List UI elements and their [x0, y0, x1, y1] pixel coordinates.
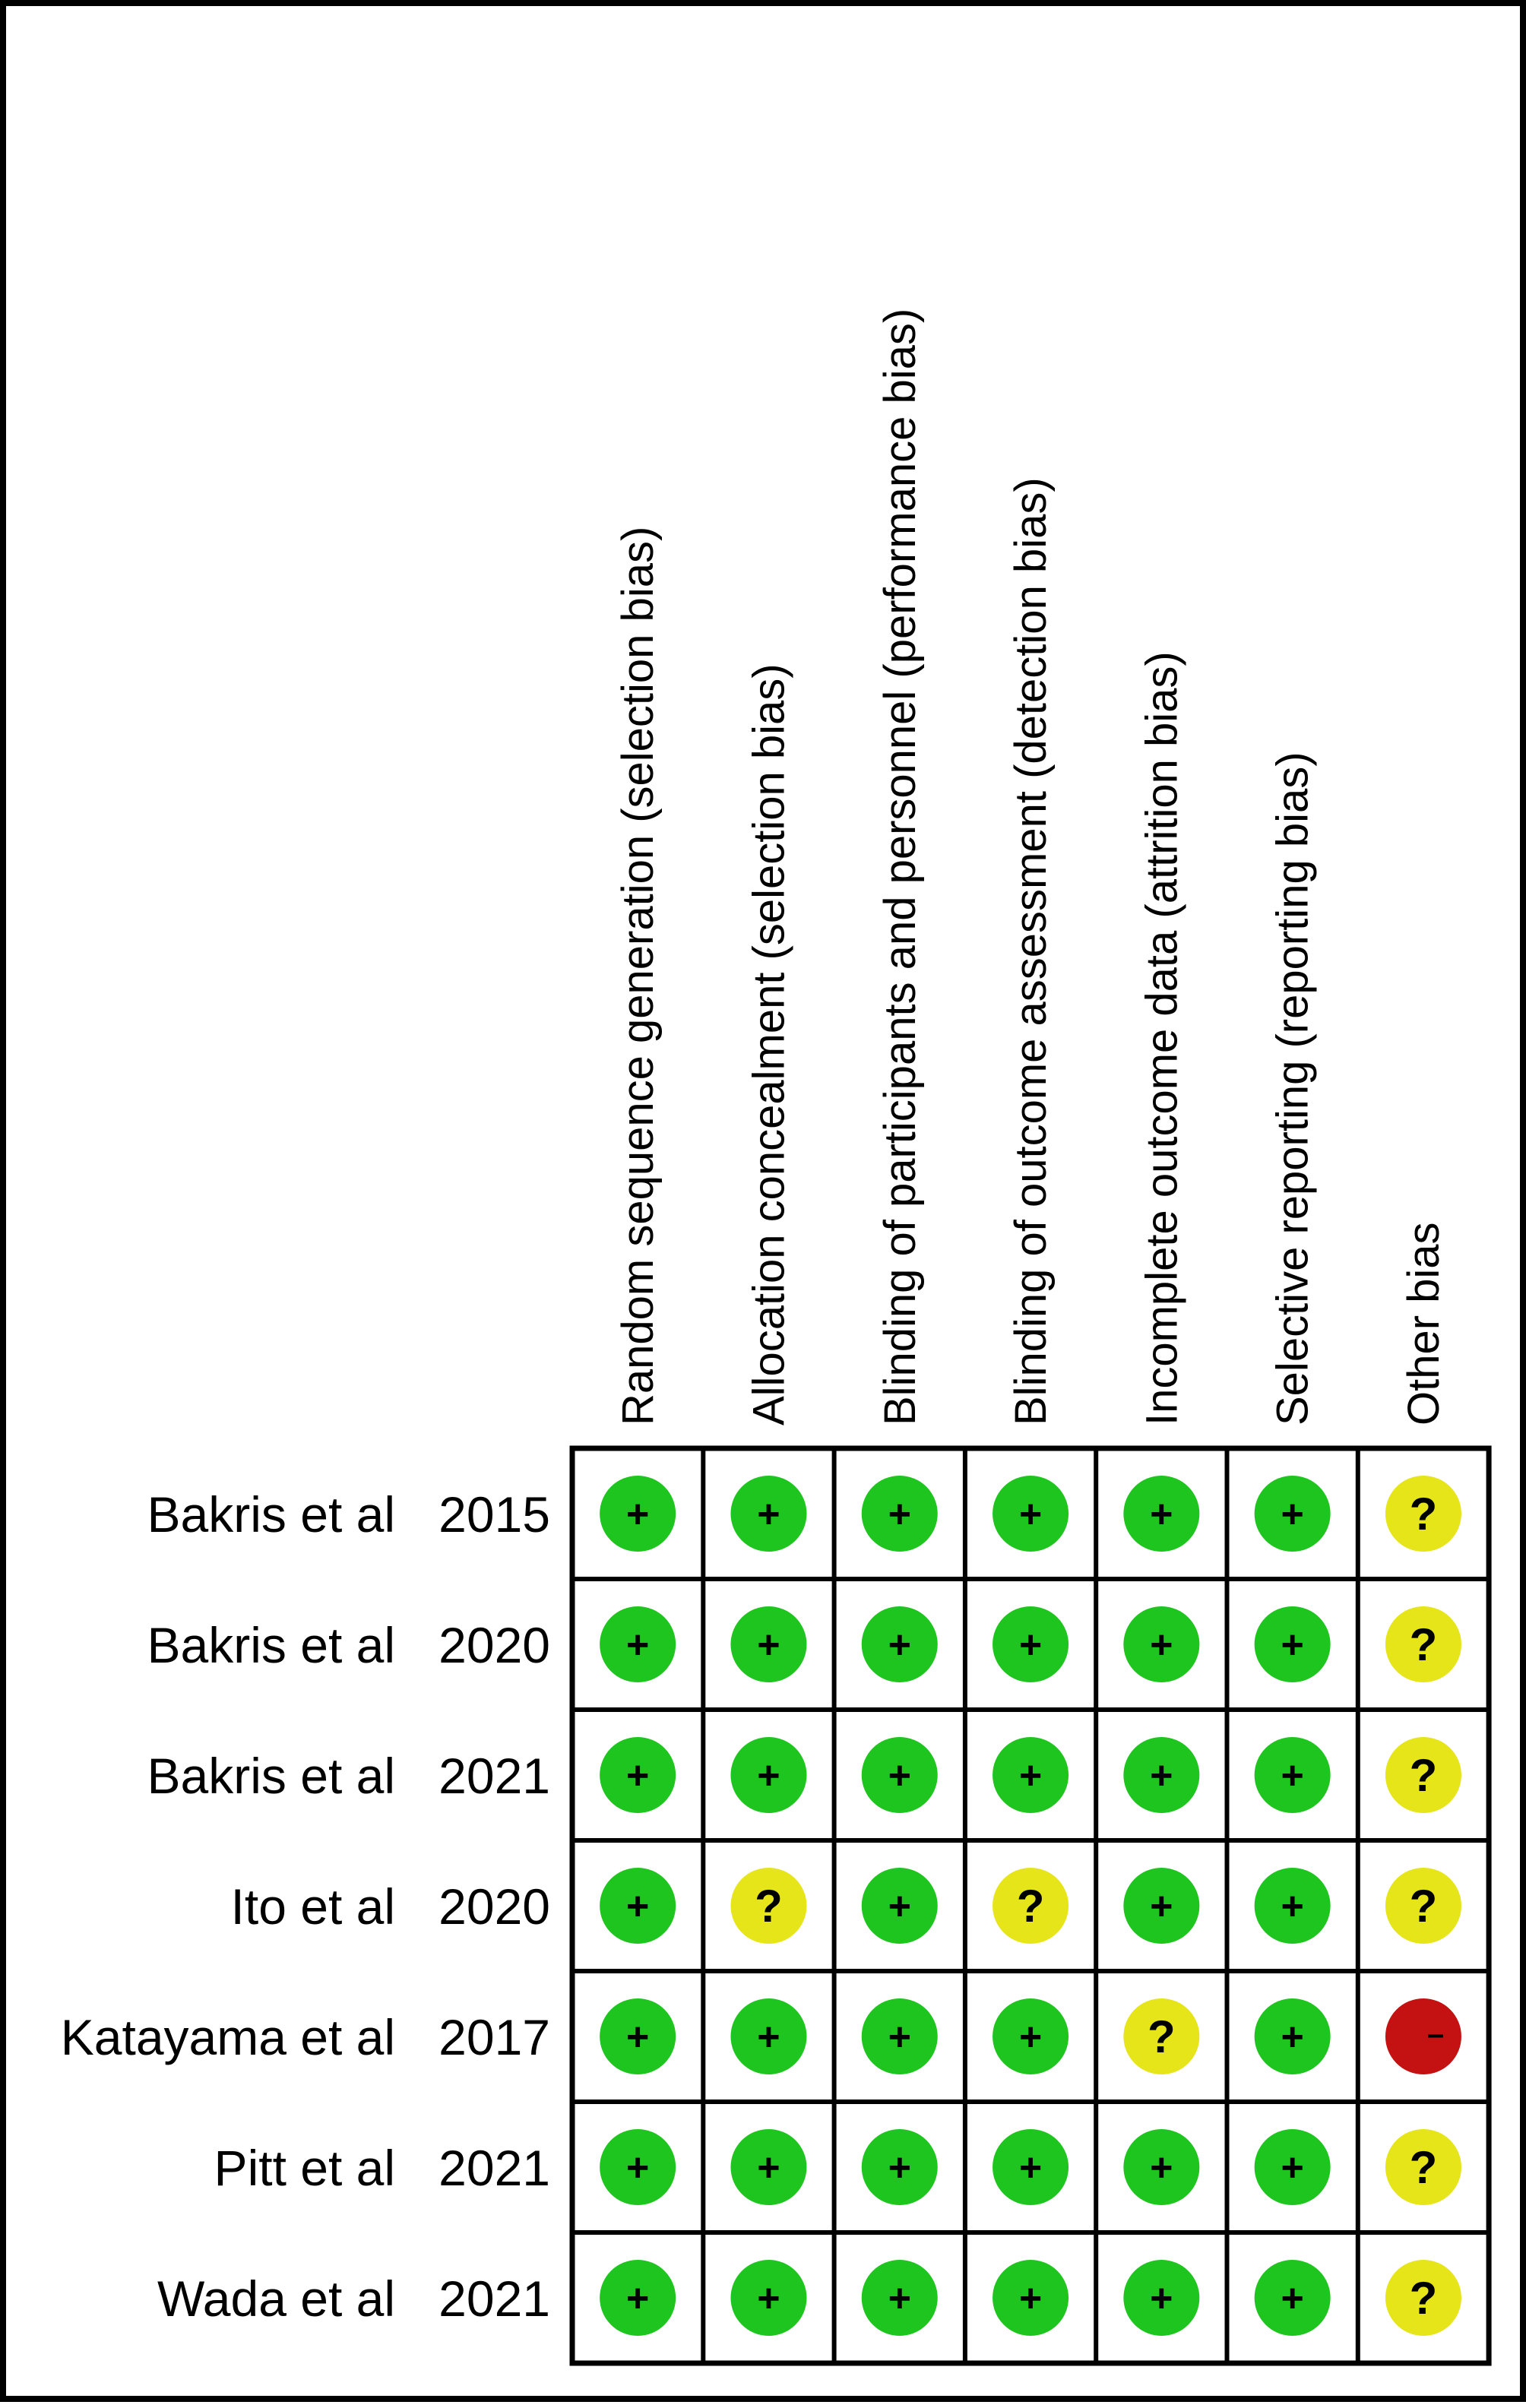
rating-marks: [600, 1476, 1461, 2336]
rating-low-mark: [1255, 1476, 1331, 1552]
study-author-label: Katayama et al: [60, 2009, 395, 2065]
rating-symbol: +: [1018, 2146, 1043, 2190]
rating-low-mark: [600, 1868, 676, 1944]
rating-symbol: +: [888, 1884, 911, 1929]
study-labels: [61, 1486, 550, 2327]
rating-low-mark: [600, 2129, 676, 2205]
risk-of-bias-summary-chart: [6, 6, 1526, 2408]
domain-label: Incomplete outcome data (attrition bias): [1137, 651, 1187, 1425]
domain-label: Allocation concealment (selection bias): [744, 663, 794, 1425]
rating-symbol: +: [1150, 1884, 1173, 1929]
rating-symbol: +: [757, 1623, 780, 1667]
rating-circle: [1385, 1998, 1461, 2074]
rating-symbol: +: [888, 2277, 911, 2321]
rating-low-mark: [993, 1606, 1069, 1682]
rating-low-mark: [600, 1998, 676, 2074]
rating-symbol: +: [757, 1754, 780, 1798]
rating-symbol: +: [1281, 1884, 1304, 1929]
study-year-label: 2020: [438, 1878, 550, 1935]
rating-unclear-mark: [730, 1868, 806, 1944]
rating-low-mark: [862, 1998, 938, 2074]
rating-low-mark: [1255, 1998, 1331, 2074]
rating-unclear-mark: [1385, 1737, 1461, 1813]
study-year-label: 2021: [438, 1748, 550, 1804]
rating-symbol: +: [888, 1492, 911, 1536]
rating-unclear-mark: [1385, 1868, 1461, 1944]
rating-symbol: +: [1018, 1623, 1043, 1667]
rating-symbol: +: [888, 2015, 911, 2059]
rating-symbol: ?: [1148, 2011, 1176, 2062]
rating-high-mark: [1385, 1998, 1461, 2074]
rating-symbol: +: [1018, 2015, 1043, 2059]
rating-symbol: ?: [755, 1881, 783, 1932]
rating-symbol: ?: [1409, 1489, 1438, 1539]
rating-symbol: –: [1426, 2017, 1445, 2051]
study-author-label: Ito et al: [230, 1878, 395, 1935]
rating-symbol: +: [625, 1623, 650, 1667]
rating-low-mark: [1123, 1476, 1199, 1552]
rating-symbol: +: [888, 2146, 911, 2190]
rating-symbol: +: [1281, 1623, 1304, 1667]
rating-symbol: +: [757, 2146, 780, 2190]
study-year-label: 2015: [438, 1486, 550, 1543]
domain-label: Blinding of participants and personnel (performance bias): [875, 308, 925, 1425]
rating-low-mark: [600, 1737, 676, 1813]
study-year-label: 2021: [438, 2270, 550, 2327]
rating-symbol: +: [1150, 1623, 1173, 1667]
rating-unclear-mark: [1385, 2129, 1461, 2205]
rating-symbol: +: [888, 1623, 911, 1667]
study-author-label: Bakris et al: [147, 1748, 395, 1804]
study-author-label: Bakris et al: [147, 1617, 395, 1673]
rating-symbol: ?: [1409, 1750, 1438, 1801]
rating-low-mark: [993, 2260, 1069, 2336]
domain-label: Random sequence generation (selection bias): [613, 526, 663, 1425]
rating-symbol: +: [757, 1492, 780, 1536]
rating-symbol: +: [1018, 1754, 1043, 1798]
rating-symbol: ?: [1409, 1619, 1438, 1670]
rating-symbol: +: [1281, 2277, 1304, 2321]
rating-unclear-mark: [1123, 1998, 1199, 2074]
rating-symbol: +: [1150, 1492, 1173, 1536]
study-year-label: 2021: [438, 2140, 550, 2196]
rating-symbol: +: [625, 2277, 650, 2321]
rating-symbol: +: [1018, 1492, 1043, 1536]
rating-low-mark: [600, 2260, 676, 2336]
rating-low-mark: [993, 1737, 1069, 1813]
rating-symbol: ?: [1409, 2142, 1438, 2193]
domain-label: Other bias: [1398, 1222, 1448, 1425]
rating-unclear-mark: [1385, 1476, 1461, 1552]
rating-low-mark: [993, 2129, 1069, 2205]
rating-symbol: +: [1018, 2277, 1043, 2321]
rating-symbol: +: [625, 1754, 650, 1798]
rating-unclear-mark: [993, 1868, 1069, 1944]
rating-symbol: +: [1150, 1754, 1173, 1798]
study-author-label: Pitt et al: [214, 2140, 395, 2196]
rating-low-mark: [1255, 1737, 1331, 1813]
rating-low-mark: [1123, 1868, 1199, 1944]
domain-label: Blinding of outcome assessment (detection bias): [1006, 477, 1056, 1425]
rating-low-mark: [862, 1868, 938, 1944]
rating-low-mark: [1123, 1737, 1199, 1813]
rating-symbol: ?: [1409, 1881, 1438, 1932]
rating-low-mark: [1123, 2129, 1199, 2205]
rating-low-mark: [730, 1998, 806, 2074]
rating-low-mark: [862, 1476, 938, 1552]
rating-low-mark: [600, 1476, 676, 1552]
rating-low-mark: [1255, 2260, 1331, 2336]
rating-symbol: +: [1281, 1492, 1304, 1536]
study-author-label: Wada et al: [157, 2270, 395, 2327]
rating-symbol: +: [625, 2146, 650, 2190]
rating-symbol: +: [625, 2015, 650, 2059]
rating-low-mark: [862, 2129, 938, 2205]
rating-symbol: +: [1150, 2277, 1173, 2321]
rating-low-mark: [730, 1737, 806, 1813]
domain-labels: [613, 309, 1448, 1425]
rating-low-mark: [862, 2260, 938, 2336]
rating-low-mark: [1255, 2129, 1331, 2205]
rating-unclear-mark: [1385, 1606, 1461, 1682]
rating-symbol: ?: [1409, 2273, 1438, 2324]
rating-symbol: +: [888, 1754, 911, 1798]
rating-symbol: +: [1281, 1754, 1304, 1798]
rating-symbol: +: [625, 1884, 650, 1929]
rating-symbol: +: [757, 2277, 780, 2321]
rating-symbol: +: [1150, 2146, 1173, 2190]
rating-unclear-mark: [1385, 2260, 1461, 2336]
rating-low-mark: [1255, 1868, 1331, 1944]
rating-low-mark: [862, 1606, 938, 1682]
rating-symbol: +: [757, 2015, 780, 2059]
rating-symbol: +: [1281, 2015, 1304, 2059]
study-author-label: Bakris et al: [147, 1486, 395, 1543]
rating-low-mark: [730, 1606, 806, 1682]
rating-symbol: ?: [1016, 1881, 1045, 1932]
rating-low-mark: [993, 1476, 1069, 1552]
rating-low-mark: [993, 1998, 1069, 2074]
rating-low-mark: [730, 1476, 806, 1552]
rating-symbol: +: [1281, 2146, 1304, 2190]
rating-low-mark: [730, 2260, 806, 2336]
rating-low-mark: [1123, 1606, 1199, 1682]
study-year-label: 2020: [438, 1617, 550, 1673]
rating-low-mark: [1123, 2260, 1199, 2336]
rating-symbol: +: [625, 1492, 650, 1536]
rating-low-mark: [1255, 1606, 1331, 1682]
study-year-label: 2017: [438, 2009, 550, 2065]
rating-low-mark: [730, 2129, 806, 2205]
rating-low-mark: [862, 1737, 938, 1813]
rating-low-mark: [600, 1606, 676, 1682]
domain-label: Selective reporting (reporting bias): [1268, 752, 1318, 1425]
